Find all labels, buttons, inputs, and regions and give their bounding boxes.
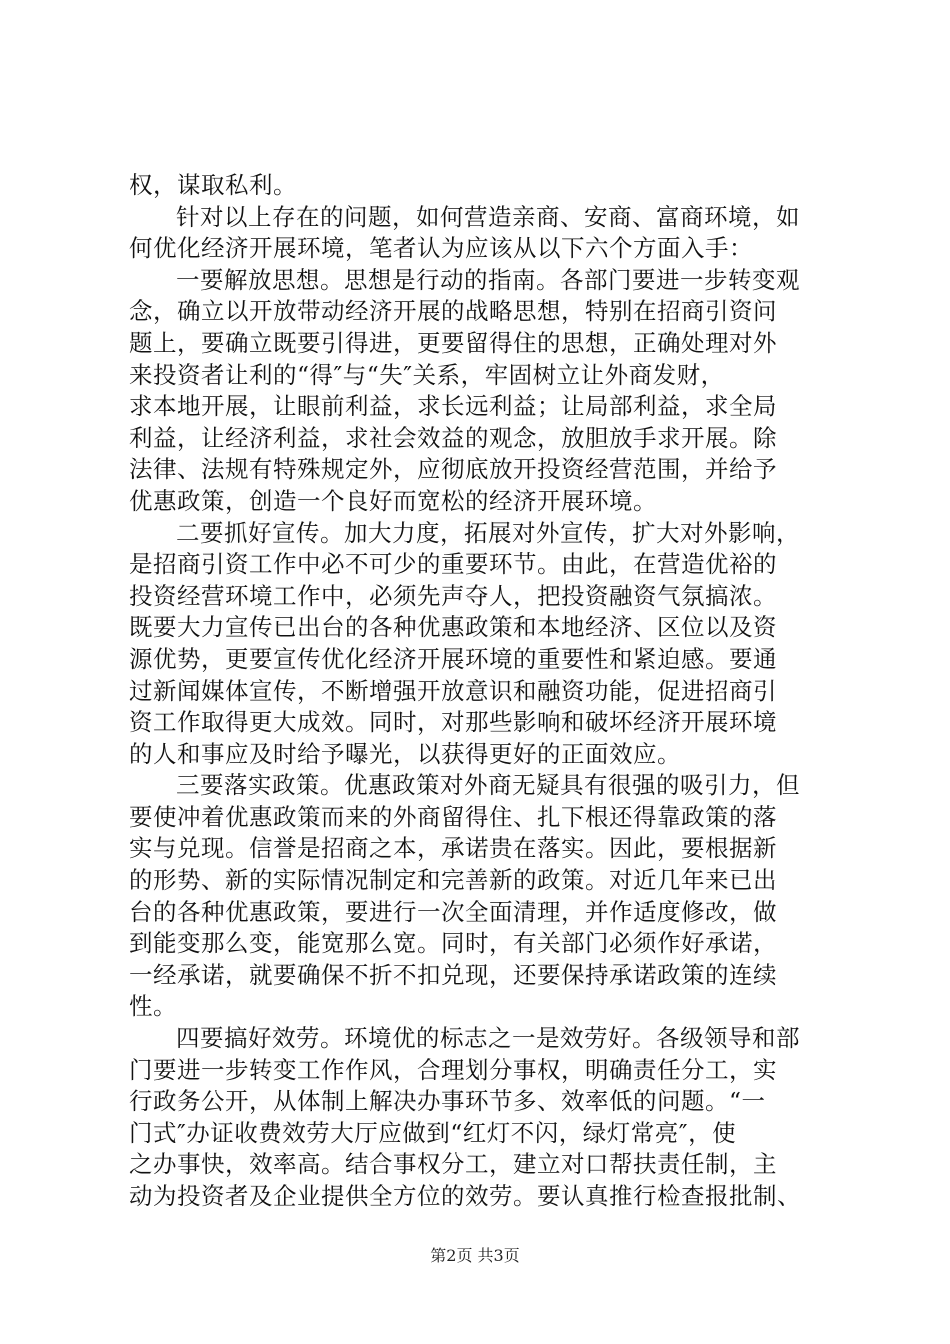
text-line: 针对以上存在的问题，如何营造亲商、安商、富商环境，如	[176, 202, 800, 231]
text-line: 何优化经济开展环境，笔者认为应该从以下六个方面入手：	[129, 234, 753, 263]
text-line: 权，谋取私利。	[129, 171, 297, 199]
text-line: 题上，要确立既要引得进，更要留得住的思想，正确处理对外	[129, 328, 777, 357]
text-line: 过新闻媒体宣传，不断增强开放意识和融资功能，促进招商引	[129, 676, 777, 705]
paragraph-continuation	[129, 170, 834, 202]
text-line: 动为投资者及企业提供全方位的效劳。要认真推行检查报批制、	[129, 1182, 801, 1210]
paragraph-point-1	[129, 265, 834, 518]
text-line: 投资经营环境工作中，必须先声夺人，把投资融资气氛搞浓。	[129, 581, 777, 610]
text-line: 的人和事应及时给予曝光，以获得更好的正面效应。	[129, 739, 681, 768]
paragraph-intro	[129, 202, 834, 265]
paragraph-point-4	[129, 1023, 834, 1213]
text-line: 的形势、新的实际情况制定和完善新的政策。对近几年来已出	[129, 866, 777, 895]
text-line: 一要解放思想。思想是行动的指南。各部门要进一步转变观	[176, 265, 800, 294]
document-body	[129, 170, 834, 1213]
text-line: 求本地开展，让眼前利益，求长远利益；让局部利益，求全局	[129, 392, 777, 421]
text-line: 法律、法规有特殊规定外，应彻底放开投资经营范围，并给予	[129, 455, 777, 484]
text-line: 一经承诺，就要确保不折不扣兑现，还要保持承诺政策的连续	[129, 960, 777, 989]
text-line: 台的各种优惠政策，要进行一次全面清理，并作适度修改，做	[129, 897, 777, 926]
paragraph-point-2	[129, 518, 834, 771]
text-line: 门要进一步转变工作作风，合理划分事权，明确责任分工，实	[129, 1055, 777, 1084]
text-line: 门式″办证收费效劳大厅应做到“红灯不闪，绿灯常亮″，使	[129, 1118, 737, 1147]
text-line: 实与兑现。信誉是招商之本，承诺贵在落实。因此，要根据新	[129, 834, 777, 863]
paragraph-point-3	[129, 770, 834, 1023]
text-line: 之办事快，效率高。结合事权分工，建立对口帮扶责任制，主	[129, 1150, 777, 1179]
text-line: 要使冲着优惠政策而来的外商留得住、扎下根还得靠政策的落	[129, 802, 777, 831]
text-line: 利益，让经济利益，求社会效益的观念，放胆放手求开展。除	[129, 423, 777, 452]
page-footer: 第2页 共3页	[430, 1246, 520, 1265]
text-line: 是招商引资工作中必不可少的重要环节。由此，在营造优裕的	[129, 550, 777, 579]
text-line: 念，确立以开放带动经济开展的战略思想，特别在招商引资问	[129, 297, 777, 326]
text-line: 行政务公开，从体制上解决办事环节多、效率低的问题。“一	[129, 1087, 766, 1116]
text-line: 既要大力宣传已出台的各种优惠政策和本地经济、区位以及资	[129, 613, 777, 642]
text-line: 源优势，更要宣传优化经济开展环境的重要性和紧迫感。要通	[129, 644, 777, 673]
text-line: 到能变那么变，能宽那么宽。同时，有关部门必须作好承诺，	[129, 929, 777, 958]
text-line: 二要抓好宣传。加大力度，拓展对外宣传，扩大对外影响，	[176, 518, 800, 547]
text-line: 三要落实政策。优惠政策对外商无疑具有很强的吸引力，但	[176, 771, 800, 800]
text-line: 四要搞好效劳。环境优的标志之一是效劳好。各级领导和部	[176, 1024, 800, 1053]
text-line: 资工作取得更大成效。同时，对那些影响和破坏经济开展环境	[129, 708, 777, 737]
text-line: 来投资者让利的“得″与“失″关系，牢固树立让外商发财，	[129, 360, 725, 389]
text-line: 性。	[129, 992, 177, 1021]
text-line: 优惠政策，创造一个良好而宽松的经济开展环境。	[129, 486, 657, 515]
